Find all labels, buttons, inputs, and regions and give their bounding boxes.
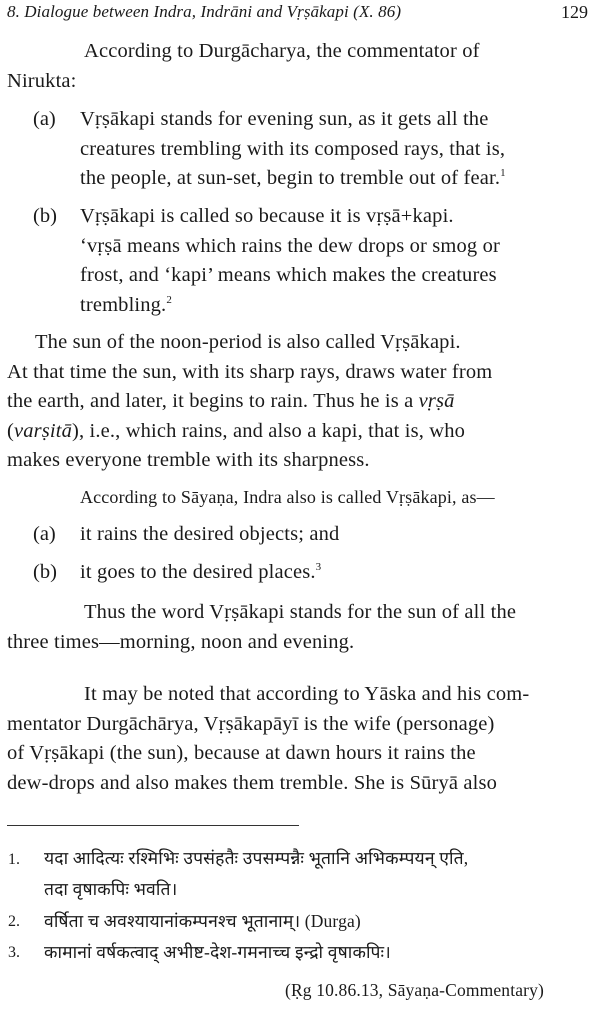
list-item-line: Vṛṣākapi stands for evening sun, as it gets all the — [80, 108, 489, 130]
list-item-text: the people, at sun-set, begin to tremble out of fear. — [80, 167, 501, 189]
paragraph-line: According to Durgācharya, the commentator of — [84, 40, 480, 62]
italic-term: vṛṣā — [418, 390, 455, 412]
footnote-line: कामानां वर्षकत्वाद् अभीष्ट-देश-गमनाच्च इन्द्रो वृषाकपिः। — [44, 942, 391, 962]
paragraph-line: of Vṛṣākapi (the sun), because at dawn hours it rains the — [7, 742, 476, 764]
paragraph-line: mentator Durgāchārya, Vṛṣākapāyī is the wife (personage) — [7, 713, 495, 735]
list-marker: (b) — [33, 205, 57, 227]
list-item-line: Vṛṣākapi is called so because it is vṛṣā+kapi. — [80, 205, 454, 227]
list-item-line: frost, and ‘kapi’ means which makes the creatures — [80, 264, 497, 286]
footnote-number: 2. — [8, 913, 20, 930]
running-head: 8. Dialogue between Indra, Indrāni and Vṛṣākapi (X. 86) — [7, 2, 402, 21]
footnote-line: यदा आदित्यः रश्मिभिः उपसंहतैः उपसम्पन्नैः भूतानि अभिकम्पयन् एति, — [44, 848, 469, 868]
paragraph-line — [7, 420, 465, 443]
citation: (Ṛg 10.86.13, Sāyaṇa-Commentary) — [285, 980, 544, 1000]
paragraph-line: Thus the word Vṛṣākapi stands for the sun of all the — [84, 601, 517, 623]
paragraph-line: It may be noted that according to Yāska and his com- — [84, 683, 530, 705]
paragraph-text: ( — [7, 420, 14, 442]
footnote-number: 1. — [8, 851, 20, 868]
list-marker: (b) — [33, 561, 57, 583]
paragraph-line: three times—morning, noon and evening. — [7, 631, 355, 653]
paragraph-line: dew-drops and also makes them tremble. She is Sūryā also — [7, 772, 498, 794]
list-item-line: it rains the desired objects; and — [80, 523, 340, 545]
page-header — [7, 2, 588, 26]
list-item-line — [80, 561, 321, 584]
paragraph-text: the earth, and later, it begins to rain. Thus he is a — [7, 390, 414, 412]
list-marker: (a) — [33, 108, 56, 130]
page-number: 129 — [561, 2, 588, 22]
footnote-ref: 1 — [500, 167, 506, 180]
footnote-line: वर्षिता च अवश्यायानांकम्पनश्च भूतानाम्। (Durga) — [44, 911, 361, 931]
paragraph-line — [7, 390, 455, 413]
paragraph-line: Nirukta: — [7, 70, 77, 92]
footnote-ref: 2 — [166, 294, 172, 307]
list-item-line: creatures trembling with its composed rays, that is, — [80, 138, 506, 160]
footnote-rule — [7, 825, 299, 826]
paragraph-line: At that time the sun, with its sharp rays, draws water from — [7, 361, 493, 383]
paragraph-line: makes everyone tremble with its sharpness. — [7, 449, 370, 471]
footnote-ref: 3 — [315, 561, 322, 574]
paragraph-line: According to Sāyaṇa, Indra also is called Vṛṣākapi, as— — [80, 487, 495, 507]
list-item-text: it goes to the desired places. — [80, 561, 316, 583]
paragraph-line: The sun of the noon-period is also called Vṛṣākapi. — [35, 331, 461, 353]
list-item-line — [80, 294, 172, 317]
italic-term: varṣitā — [13, 420, 72, 442]
list-item-text: trembling. — [80, 294, 167, 316]
paragraph-text: ), i.e., which rains, and also a kapi, that is, who — [71, 420, 466, 442]
list-item-line — [80, 167, 506, 190]
list-marker: (a) — [33, 523, 56, 545]
list-item-line: ‘vṛṣā means which rains the dew drops or smog or — [80, 235, 500, 257]
footnote-line: तदा वृषाकपिः भवति। — [44, 879, 178, 899]
footnote-number: 3. — [8, 944, 20, 961]
